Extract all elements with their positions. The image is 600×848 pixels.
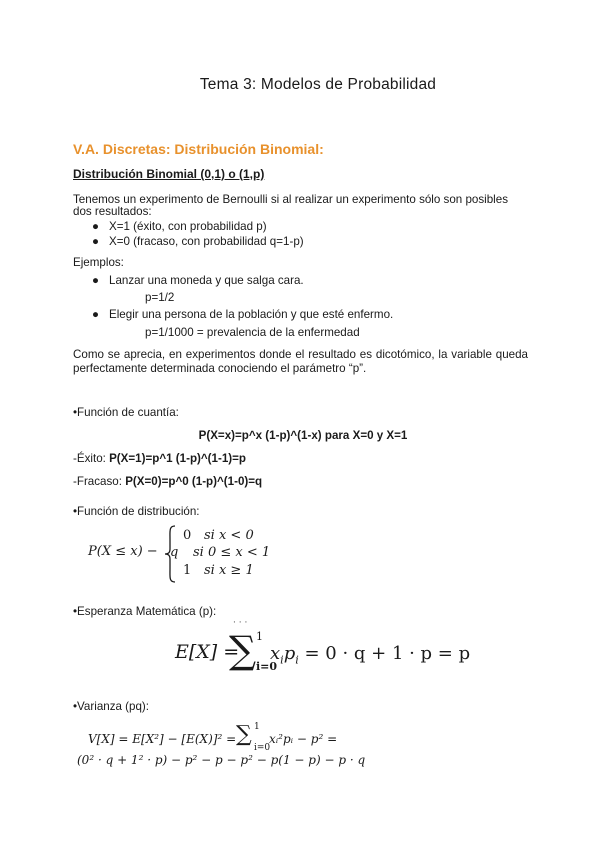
intro-line-2: dos resultados: (73, 205, 152, 218)
esperanza-lhs: E[X] = (175, 641, 240, 663)
sum-lower-limit: i=0 (256, 660, 278, 673)
intro-line-1: Tenemos un experimento de Bernoulli si al realizar un experimento sólo son posibles (73, 193, 509, 206)
case-3-condition: si x ≥ 1 (204, 563, 254, 578)
esperanza-rhs: $x_ip_i = 0 \cdot q + 1 \cdot p = p$ (270, 643, 471, 667)
exito-formula: P(X=1)=p^1 (1-p)^(1-1)=p (109, 452, 246, 465)
case-2-condition: si 0 ≤ x < 1 (193, 545, 271, 560)
fracaso-line: -Fracaso: P(X=0)=p^0 (1-p)^(1-0)=q (73, 475, 263, 488)
varianza-line-2: (0² · q + 1² · p) − p² − p − p² − p(1 − p) − p · q (77, 753, 366, 767)
cuantia-label: •Función de cuantía: (73, 406, 179, 419)
varianza-label: •Varianza (pq): (73, 700, 150, 713)
distribucion-label: •Función de distribución: (73, 505, 200, 518)
sum-icon: ∑ (236, 722, 252, 747)
cuantia-formula: P(X=x)=p^x (1-p)^(1-x) para X=0 y X=1 (198, 429, 408, 442)
bullet-icon: ● (92, 220, 100, 233)
case-3-value: 1 (183, 563, 192, 578)
case-1-value: 0 (183, 528, 192, 543)
section-heading: V.A. Discretas: Distribución Binomial: (73, 141, 324, 157)
list-item: ● X=0 (fracaso, con probabilidad q=1-p) (92, 235, 304, 248)
case-2-value: q (170, 545, 179, 560)
example-sub-value: p=1/1000 = prevalencia de la enfermedad (145, 326, 360, 339)
examples-label: Ejemplos: (73, 256, 124, 269)
bullet-icon: ● (92, 235, 100, 248)
sum-upper-limit: 1 (254, 722, 260, 732)
page-title: Tema 3: Modelos de Probabilidad (199, 76, 437, 93)
varianza-line-1-term: xᵢ²pᵢ − p² = (269, 732, 338, 746)
list-item: ● Elegir una persona de la población y que esté enfermo. (92, 308, 394, 321)
example-sub-value: p=1/2 (145, 291, 175, 304)
esperanza-dots: · · · (233, 618, 248, 628)
list-item: ● X=1 (éxito, con probabilidad p) (92, 220, 267, 233)
sum-icon: ∑ (229, 628, 257, 672)
distribucion-lhs: P(X ≤ x) − (88, 544, 158, 559)
sum-lower-limit: i=0 (254, 743, 271, 753)
sum-upper-limit: 1 (256, 630, 263, 643)
bullet-icon: ● (92, 274, 100, 287)
fracaso-formula: P(X=0)=p^0 (1-p)^(1-0)=q (125, 475, 263, 488)
varianza-line-1-lhs: V[X] = E[X²] − [E(X)]² = (88, 732, 237, 746)
subsection-heading: Distribución Binomial (0,1) o (1,p) (73, 167, 265, 181)
conclusion-paragraph: Como se aprecia, en experimentos donde el resultado es dicotómico, la variable queda perfectamente determinada conociendo el parámetro “p”. (73, 348, 528, 375)
exito-line: -Éxito: P(X=1)=p^1 (1-p)^(1-1)=p (73, 452, 246, 465)
bullet-icon: ● (92, 308, 100, 321)
esperanza-label: •Esperanza Matemática (p): (73, 605, 217, 618)
case-1-condition: si x < 0 (204, 528, 254, 543)
list-item: ● Lanzar una moneda y que salga cara. (92, 274, 304, 287)
